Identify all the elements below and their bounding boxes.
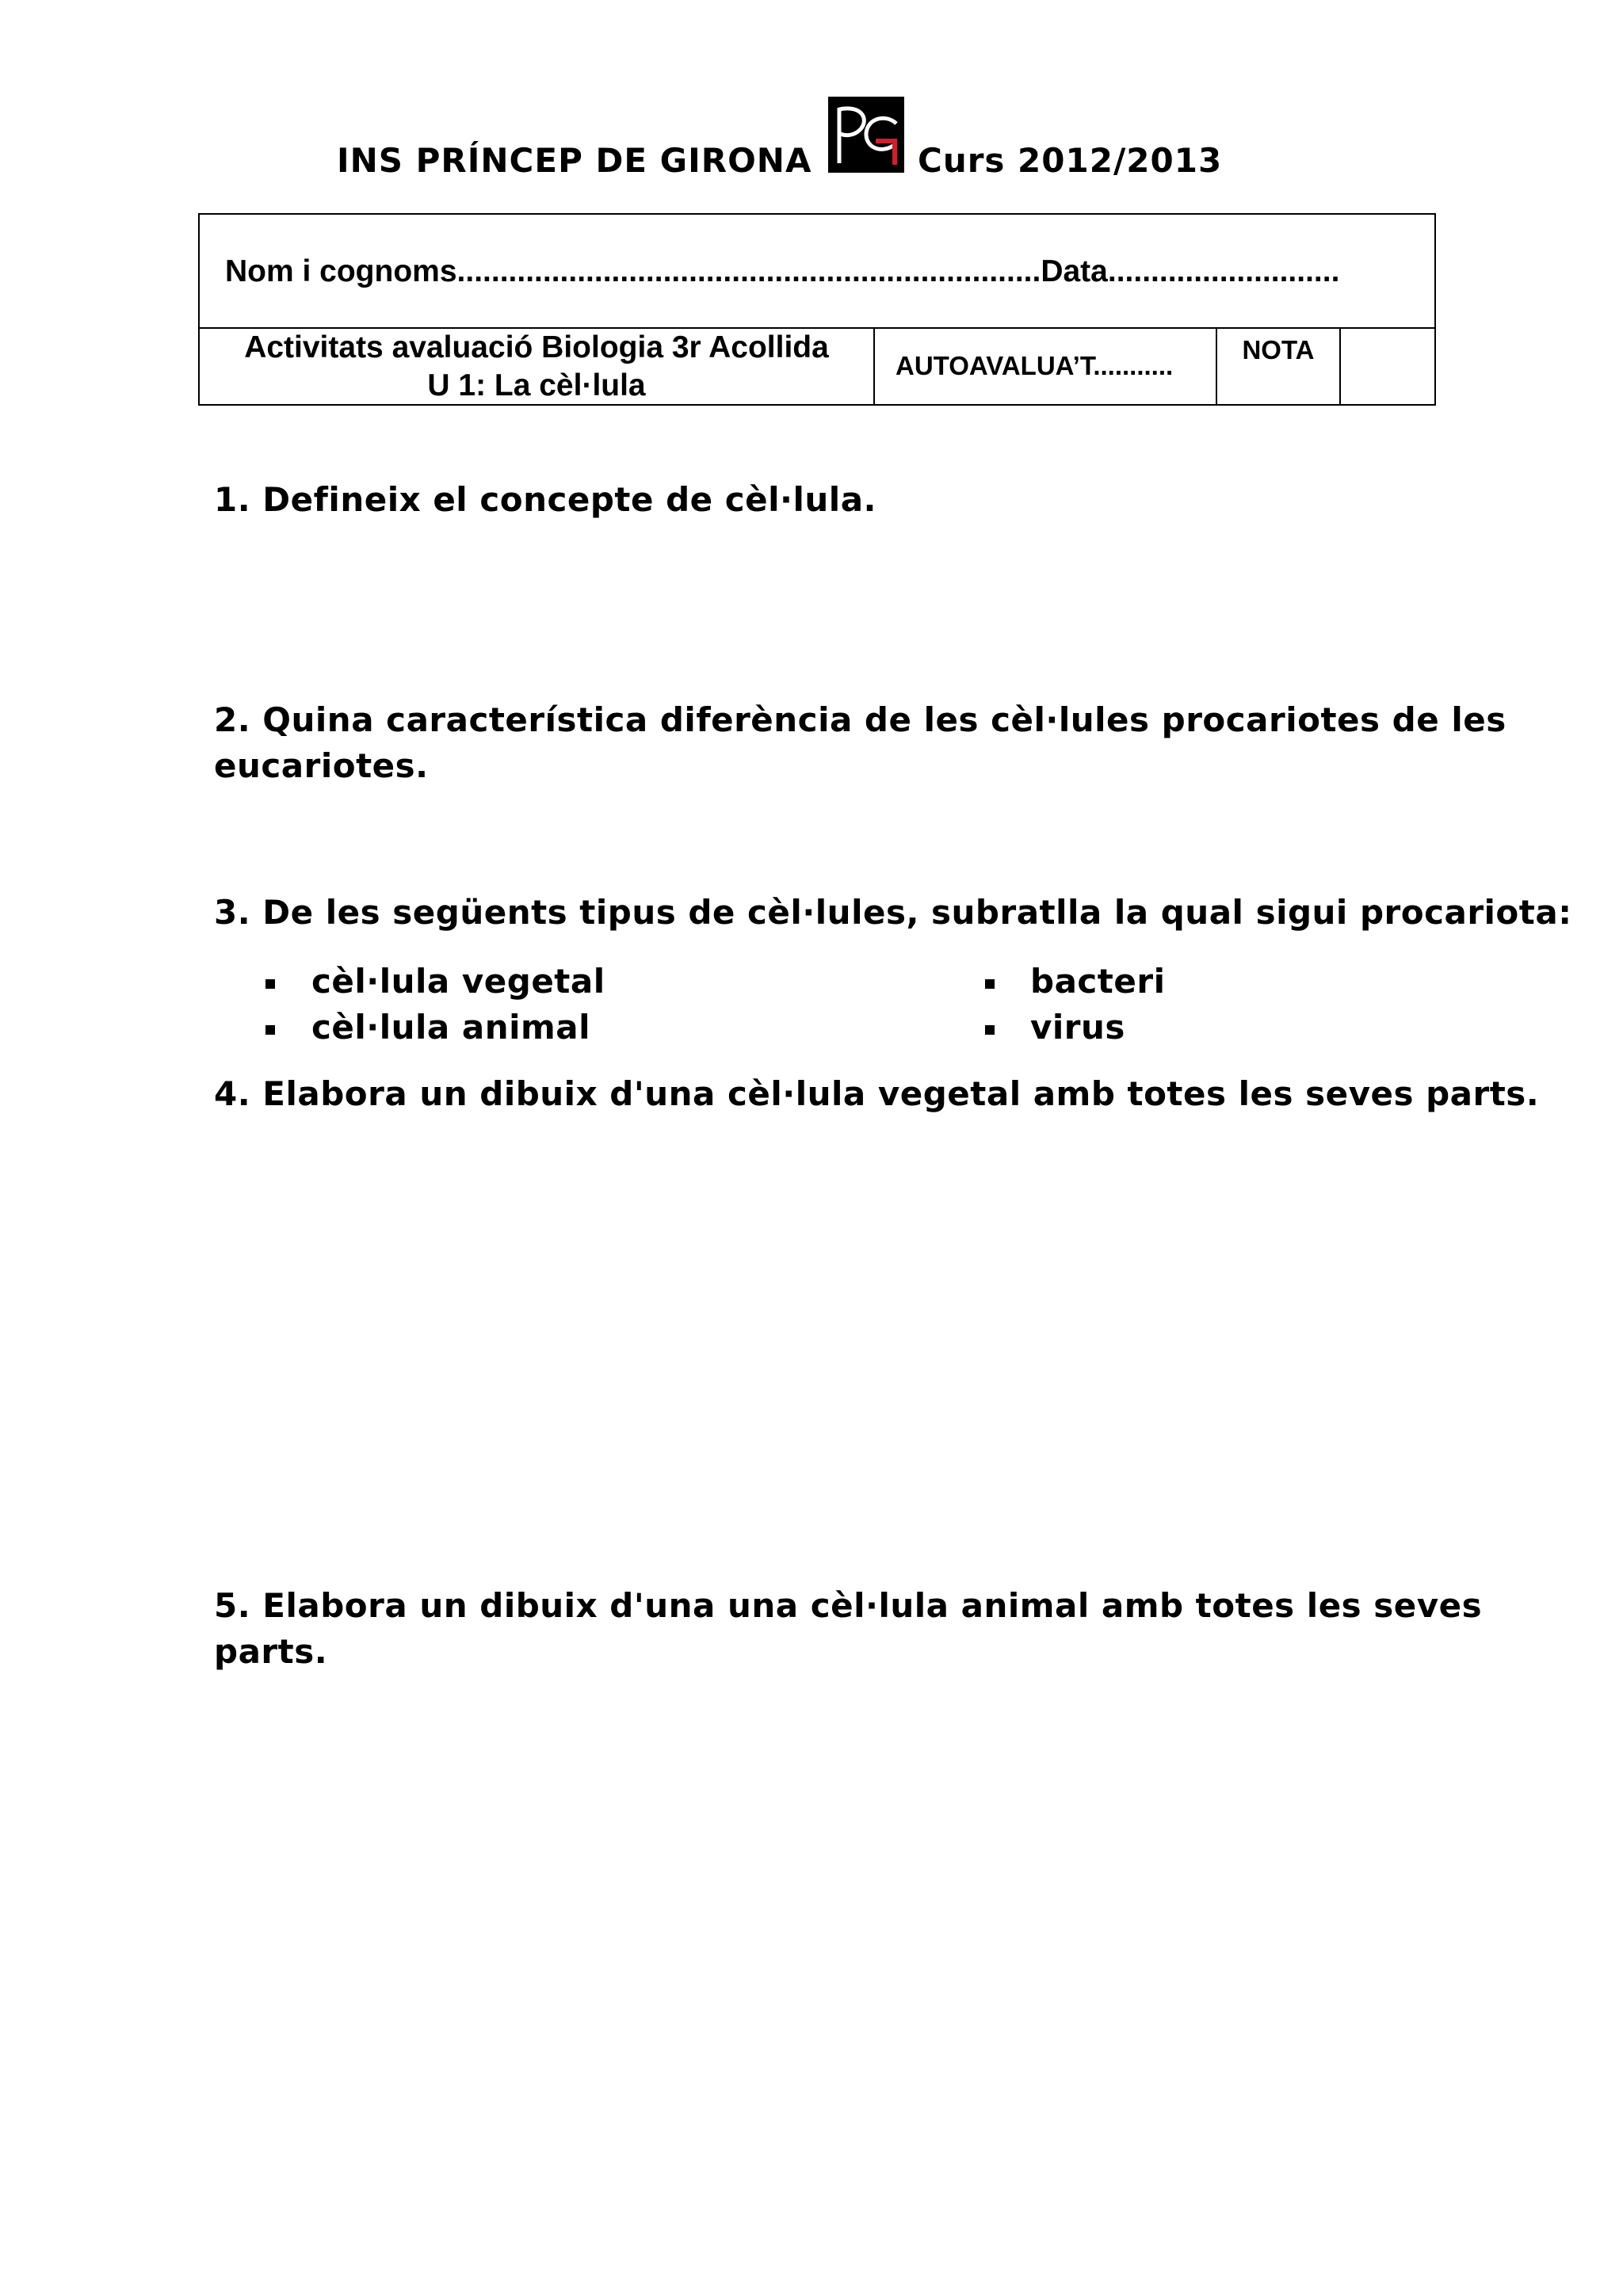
bullet-icon <box>985 979 995 989</box>
activity-row <box>200 329 1434 406</box>
option-animal-cell[interactable]: cèl·lula animal <box>311 1008 591 1047</box>
question-3: 3. De les següents tipus de cèl·lules, subratlla la qual sigui procariota: <box>214 893 1572 932</box>
bullet-icon <box>265 1025 275 1035</box>
option-bacteria[interactable]: bacteri <box>1030 962 1166 1001</box>
question-4: 4. Elabora un dibuix d'una cèl·lula vegetal amb totes les seves parts. <box>214 1074 1540 1113</box>
unit-title: U 1: La cèl·lula <box>427 368 646 402</box>
bullet-icon <box>985 1025 995 1035</box>
page-header <box>0 93 1623 181</box>
self-evaluation-cell[interactable]: AUTOAVALUA’T........... <box>875 329 1217 406</box>
option-plant-cell[interactable]: cèl·lula vegetal <box>311 962 605 1001</box>
question-1: 1. Defineix el concepte de cèl·lula. <box>214 480 876 519</box>
student-info-table <box>198 213 1436 406</box>
name-date-field[interactable]: Nom i cognoms....................................................................Data........................... <box>225 254 1340 288</box>
grade-value-cell[interactable] <box>1341 329 1436 406</box>
bullet-icon <box>265 979 275 989</box>
activity-title: Activitats avaluació Biologia 3r Acollida <box>244 330 829 364</box>
grade-label-cell: NOTA <box>1217 329 1341 406</box>
school-name: INS PRÍNCEP DE GIRONA <box>337 141 812 180</box>
question-5: 5. Elabora un dibuix d'una una cèl·lula animal amb totes les seves parts. <box>214 1586 1483 1671</box>
name-row <box>200 215 1434 329</box>
pg-logo-icon <box>828 97 904 173</box>
course-year: Curs 2012/2013 <box>918 141 1223 180</box>
activity-title-cell <box>200 329 875 406</box>
option-virus[interactable]: virus <box>1030 1008 1125 1047</box>
question-2: 2. Quina característica diferència de les cèl·lules procariotes de les eucariotes. <box>214 700 1507 785</box>
